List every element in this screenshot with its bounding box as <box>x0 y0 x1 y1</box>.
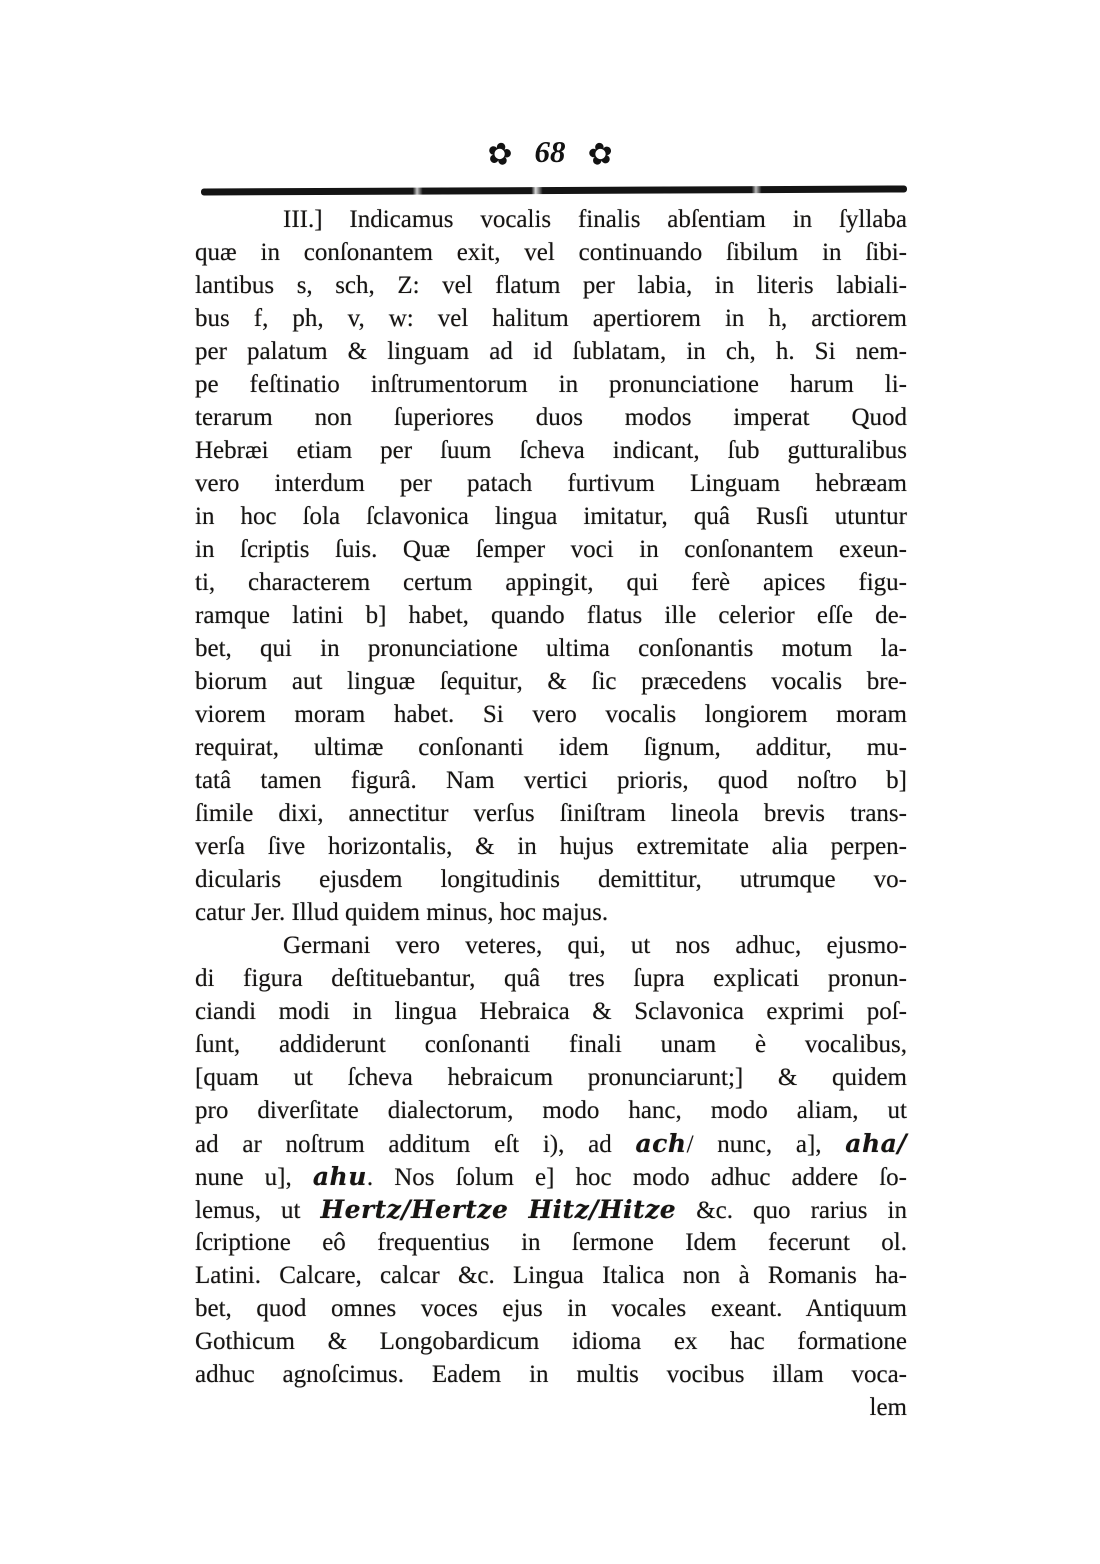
fraktur-word: Hitz/Hitze <box>528 1195 677 1224</box>
text-line: Germani vero veteres, qui, ut nos adhuc, ejusmo- <box>283 932 907 959</box>
text-line: tatâ tamen figurâ. Nam vertici prioris, quod noſtro b] <box>195 767 907 794</box>
text-line: terarum non ſuperiores duos modos imperat Quod <box>195 404 907 431</box>
text-line: ſcriptione eô frequentius in ſermone Idem fecerunt ol. <box>195 1229 907 1256</box>
page-header <box>0 134 1100 175</box>
fraktur-word: aha/ <box>845 1129 908 1158</box>
text-line: dicularis ejusdem longitudinis demittitur, utrumque vo- <box>195 866 907 893</box>
text-line: bet, quod omnes voces ejus in vocales exeant. Antiquum <box>195 1295 907 1322</box>
text-line: Latini. Calcare, calcar &c. Lingua Italica non à Romanis ha- <box>195 1262 907 1289</box>
text-block <box>195 203 907 1424</box>
text-line: lantibus s, sch, Z: vel flatum per labia, in literis labiali- <box>195 272 907 299</box>
fraktur-word: ach <box>635 1129 687 1158</box>
text-segment: nune u], <box>195 1164 313 1191</box>
text-segment: &c. quo rarius in <box>676 1197 907 1224</box>
text-line: viorem moram habet. Si vero vocalis longiorem moram <box>195 701 907 728</box>
text-line: bet, qui in pronunciatione ultima conſonantis motum la- <box>195 635 907 662</box>
text-line: requirat, ultimæ conſonanti idem ſignum, additur, mu- <box>195 734 907 761</box>
fraktur-word: Hertz/Hertze <box>320 1195 509 1224</box>
text-line: in ſcriptis ſuis. Quæ ſemper voci in conſonantem exeun- <box>195 536 907 563</box>
text-line: Gothicum & Longobardicum idioma ex hac formatione <box>195 1328 907 1355</box>
text-line: in hoc ſola ſclavonica lingua imitatur, quâ Rusſi utuntur <box>195 503 907 530</box>
florette-ornament-icon: ✿ <box>483 134 516 175</box>
text-line: pro diverſitate dialectorum, modo hanc, modo aliam, ut <box>195 1097 907 1124</box>
text-line: per palatum & linguam ad id ſublatam, in ch, h. Si nem- <box>195 338 907 365</box>
text-segment: . Nos ſolum e] hoc modo adhuc addere ſo- <box>366 1164 907 1191</box>
text-line: ciandi modi in lingua Hebraica & Sclavonica exprimi poſ- <box>195 998 907 1025</box>
text-line: [quam ut ſcheva hebraicum pronunciarunt;] & quidem <box>195 1064 907 1091</box>
text-line <box>195 1160 907 1193</box>
text-line: adhuc agnoſcimus. Eadem in multis vocibus illam voca- <box>195 1361 907 1388</box>
text-line: pe feſtinatio inſtrumentorum in pronunciatione harum li- <box>195 371 907 398</box>
catchword: lem <box>869 1394 907 1421</box>
text-segment: lemus, ut <box>195 1197 321 1224</box>
text-line <box>195 1127 907 1160</box>
text-line: III.] Indicamus vocalis finalis abſentiam in ſyllaba <box>283 206 907 233</box>
text-line: verſa ſive horizontalis, & in hujus extremitate alia perpen- <box>195 833 907 860</box>
text-line: ſunt, addiderunt conſonanti finali unam è vocalibus, <box>195 1031 907 1058</box>
text-segment: ad ar noſtrum additum eſt i), ad <box>195 1131 636 1158</box>
florette-ornament-icon: ✿ <box>584 135 616 174</box>
text-line: ti, characterem certum appingit, qui ferè apices figu- <box>195 569 907 596</box>
text-line: ſimile dixi, annectitur verſus ſiniſtram lineola brevis trans- <box>195 800 907 827</box>
fraktur-word: ahu <box>312 1162 367 1191</box>
text-segment <box>508 1197 528 1224</box>
text-line: di figura deſtituebantur, quâ tres ſupra explicati pronun- <box>195 965 907 992</box>
page-number: 68 <box>534 134 566 169</box>
header-rule <box>201 185 907 195</box>
text-line: vero interdum per patach furtivum Linguam hebræam <box>195 470 907 497</box>
text-line: quæ in conſonantem exit, vel continuando ſibilum in ſibi- <box>195 239 907 266</box>
text-line: ramque latini b] habet, quando flatus ille celerior eſſe de- <box>195 602 907 629</box>
text-line: Hebræi etiam per ſuum ſcheva indicant, ſub gutturalibus <box>195 437 907 464</box>
text-segment: / nunc, a], <box>686 1131 846 1158</box>
text-line: catur Jer. Illud quidem minus, hoc majus. <box>195 899 609 926</box>
text-line <box>195 1193 907 1226</box>
text-line: bus f, ph, v, w: vel halitum apertiorem in h, arctiorem <box>195 305 907 332</box>
text-line: biorum aut linguæ ſequitur, & ſic præcedens vocalis bre- <box>195 668 907 695</box>
